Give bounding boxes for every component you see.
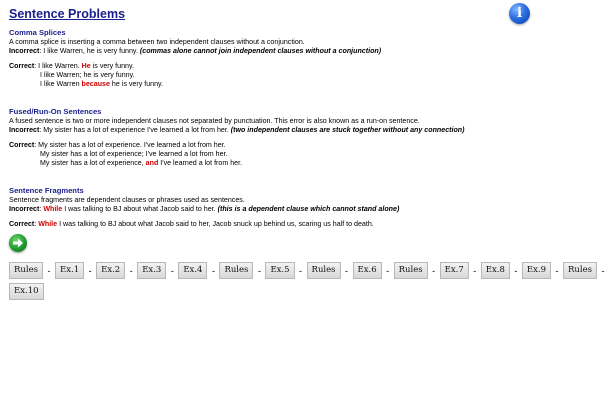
- incorrect-label: Incorrect: [9, 204, 40, 213]
- fused-section: [9, 108, 534, 168]
- fragments-title: Sentence Fragments: [9, 186, 84, 195]
- correct-text: I like Warren: [40, 79, 82, 88]
- nav-button-ex6[interactable]: Ex.6: [353, 262, 382, 279]
- nav-button-rules[interactable]: Rules: [307, 262, 341, 279]
- nav-separator: -: [514, 265, 518, 276]
- correct-label: Correct: [9, 62, 35, 71]
- nav-separator: -: [345, 265, 349, 276]
- comma-splice-correct-2: I like Warren; he is very funny.: [40, 71, 135, 80]
- nav-button-ex8[interactable]: Ex.8: [481, 262, 510, 279]
- nav-separator: -: [432, 265, 436, 276]
- nav-row: [9, 262, 605, 283]
- incorrect-text: : I like Warren, he is very funny.: [39, 46, 140, 55]
- incorrect-text: I was talking to BJ about what Jacob said to her.: [62, 204, 218, 213]
- fused-title: Fused/Run-On Sentences: [9, 107, 102, 116]
- correct-text: he is very funny.: [109, 79, 164, 88]
- nav-separator: -: [170, 265, 174, 276]
- correct-label: Correct: [9, 220, 35, 229]
- fragments-correct: [9, 220, 534, 229]
- comma-splice-correct-3: [9, 80, 534, 89]
- fragments-section: [9, 187, 534, 229]
- correct-text: : I like Warren.: [34, 62, 82, 71]
- highlight-word: He: [81, 62, 91, 71]
- incorrect-note: (commas alone cannot join independent clauses without a conjunction): [139, 46, 382, 55]
- correct-label: Correct: [9, 141, 35, 150]
- incorrect-note: (two independent clauses are stuck together without any connection): [230, 125, 465, 134]
- arrow-right-icon[interactable]: [9, 234, 27, 252]
- comma-splice-definition: A comma splice is inserting a comma between two independent clauses without a conjunction.: [9, 37, 305, 46]
- nav-separator: -: [555, 265, 559, 276]
- correct-text: I was talking to BJ about what Jacob said to her, Jacob snuck up behind us, scaring us half to death.: [57, 220, 374, 229]
- incorrect-label: Incorrect: [9, 125, 40, 134]
- fragments-incorrect: [9, 205, 534, 214]
- nav-row: [9, 283, 534, 304]
- nav-separator: -: [386, 265, 390, 276]
- fused-definition: A fused sentence is two or more independent clauses not separated by punctuation. This error is also known as a run-on sentence.: [9, 116, 420, 125]
- nav-button-ex9[interactable]: Ex.9: [522, 262, 551, 279]
- highlight-word: While: [38, 220, 58, 229]
- separator-text: :: [34, 220, 39, 229]
- nav-separator: -: [211, 265, 215, 276]
- incorrect-text: : My sister has a lot of experience I've learned a lot from her.: [39, 125, 231, 134]
- nav-separator: -: [257, 265, 261, 276]
- nav-button-ex1[interactable]: Ex.1: [55, 262, 84, 279]
- nav-button-rules[interactable]: Rules: [563, 262, 597, 279]
- comma-splice-title: Comma Splices: [9, 28, 66, 37]
- page-title: Sentence Problems: [9, 7, 126, 21]
- nav-separator: -: [299, 265, 303, 276]
- highlight-word: and: [145, 158, 159, 167]
- highlight-word: because: [81, 79, 110, 88]
- fragments-definition: Sentence fragments are dependent clauses or phrases used as sentences.: [9, 195, 245, 204]
- nav-separator: -: [129, 265, 133, 276]
- fused-correct-1: [9, 141, 534, 150]
- fused-correct-2: My sister has a lot of experience; I've learned a lot from her.: [40, 150, 228, 159]
- nav-button-ex7[interactable]: Ex.7: [440, 262, 469, 279]
- highlight-word: While: [43, 204, 63, 213]
- nav-button-ex5[interactable]: Ex.5: [265, 262, 294, 279]
- exercise-nav: [9, 262, 605, 304]
- fused-correct-3: [9, 159, 534, 168]
- nav-button-ex4[interactable]: Ex.4: [178, 262, 207, 279]
- nav-button-ex2[interactable]: Ex.2: [96, 262, 125, 279]
- nav-button-ex3[interactable]: Ex.3: [137, 262, 166, 279]
- correct-text: is very funny.: [90, 62, 134, 71]
- nav-separator: -: [601, 265, 605, 276]
- comma-splice-correct-1: [9, 62, 534, 71]
- comma-splice-section: [9, 29, 534, 89]
- nav-separator: -: [47, 265, 51, 276]
- correct-text: I've learned a lot from her.: [158, 158, 243, 167]
- nav-separator: -: [88, 265, 92, 276]
- fused-incorrect: [9, 126, 534, 135]
- nav-separator: -: [473, 265, 477, 276]
- nav-button-rules[interactable]: Rules: [394, 262, 428, 279]
- comma-splice-incorrect: [9, 47, 534, 56]
- incorrect-label: Incorrect: [9, 46, 40, 55]
- info-icon[interactable]: i: [509, 3, 530, 24]
- separator-text: :: [39, 204, 44, 213]
- incorrect-note: (this is a dependent clause which cannot stand alone): [217, 204, 400, 213]
- nav-button-ex10[interactable]: Ex.10: [9, 283, 44, 300]
- nav-button-rules[interactable]: Rules: [219, 262, 253, 279]
- nav-button-rules[interactable]: Rules: [9, 262, 43, 279]
- correct-text: My sister has a lot of experience,: [40, 158, 146, 167]
- correct-text: : My sister has a lot of experience. I've learned a lot from her.: [34, 141, 226, 150]
